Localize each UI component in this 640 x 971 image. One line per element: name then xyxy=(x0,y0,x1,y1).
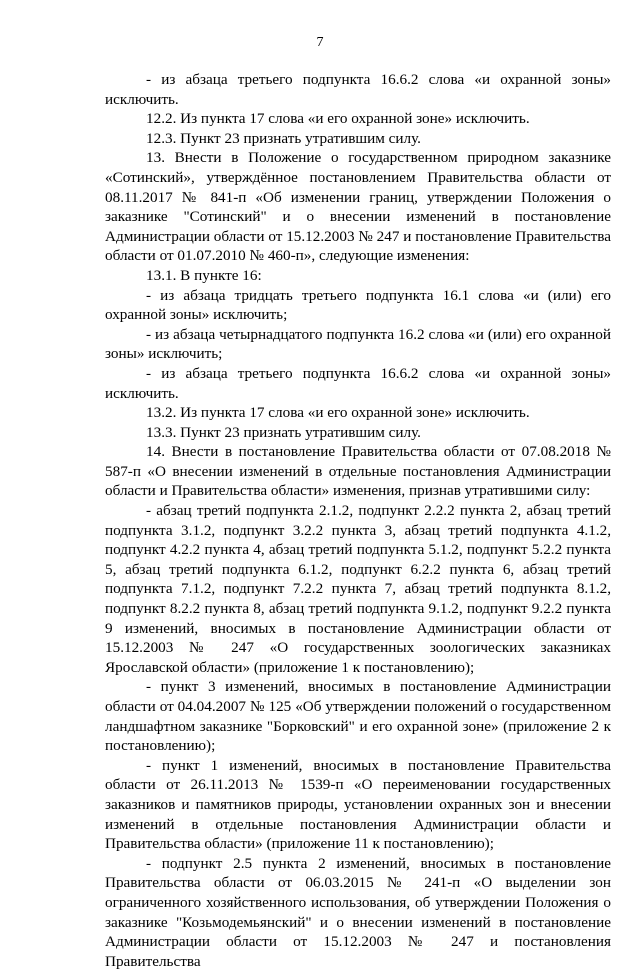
paragraph-14-d: - подпункт 2.5 пункта 2 изменений, вносимых в постановление Правительства области от 06.03.2015 № 241-п «О выделении зон ограниченного хозяйственного использования, об утверждении Положения о заказнике "Козьмодемьянский" и о внесении изменений в постановление Администрации области от 15.12.2003 № 247 и постановления Правительства xyxy=(105,854,611,970)
paragraph-13: 13. Внести в Положение о государственном природном заказнике «Сотинский», утверждённое постановлением Правительства области от 08.11.2017 № 841-п «Об изменении границ, утверждении Положения о заказнике "Сотинский" и о внесении изменений в постановление Администрации области от 15.12.2003 № 247 и постановление Правительства области от 01.07.2010 № 460-п», следующие изменения: xyxy=(105,149,611,265)
paragraph-13-1-c: - из абзаца третьего подпункта 16.6.2 слова «и охранной зоны» исключить. xyxy=(105,364,611,402)
paragraph-14-c: - пункт 1 изменений, вносимых в постановление Правительства области от 26.11.2013 № 1539-п «О переименовании государственных заказников и памятников природы, установлении охранных зон и внесении изменений в отдельные постановления Администрации области и Правительства области» (приложение 11 к постановлению); xyxy=(105,756,611,853)
paragraph-13-1-b: - из абзаца четырнадцатого подпункта 16.2 слова «и (или) его охранной зоны» исключить; xyxy=(105,325,611,363)
paragraph-13-3: 13.3. Пункт 23 признать утратившим силу. xyxy=(146,423,421,441)
page-number: 7 xyxy=(316,35,324,50)
paragraph-14-a: - абзац третий подпункта 2.1.2, подпункт 2.2.2 пункта 2, абзац третий подпункта 3.1.2, подпункт 3.2.2 пункта 3, абзац третий подпункта 4.1.2, подпункт 4.2.2 пункта 4, абзац третий подпункта 5.1.2, подпункт 5.2.2 пункта 5, абзац третий подпункта 6.1.2, подпункт 6.2.2 пункта 6, абзац третий подпункта 7.1.2, подпункт 7.2.2 пункта 7, абзац третий подпункта 8.1.2, подпункт 8.2.2 пункта 8, абзац третий подпункта 9.1.2, подпункт 9.2.2 пункта 9 изменений, вносимых в постановление Администрации области от 15.12.2003 № 247 «О государственных зоологических заказниках Ярославской области» (приложение 1 к постановлению); xyxy=(105,502,611,676)
paragraph-14: 14. Внести в постановление Правительства области от 07.08.2018 № 587-п «О внесении изменений в отдельные постановления Администрации области и Правительства области» изменения, признав утратившими силу: xyxy=(105,443,611,500)
paragraph-13-1-a: - из абзаца тридцать третьего подпункта 16.1 слова «и (или) его охранной зоны» исключить; xyxy=(105,286,611,324)
document-body xyxy=(105,70,611,971)
paragraph-12-1-cont: - из абзаца третьего подпункта 16.6.2 слова «и охранной зоны» исключить. xyxy=(105,71,611,108)
paragraph-14-b: - пункт 3 изменений, вносимых в постановление Администрации области от 04.04.2007 № 125 «Об утверждении положений о государственном ландшафтном заказнике "Борковский" и его охранной зоне» (приложение 2 к постановлению); xyxy=(105,678,611,755)
paragraph-13-1: 13.1. В пункте 16: xyxy=(146,266,262,284)
paragraph-12-2: 12.2. Из пункта 17 слова «и его охранной зоне» исключить. xyxy=(146,110,530,128)
paragraph-12-3: 12.3. Пункт 23 признать утратившим силу. xyxy=(146,129,421,147)
paragraph-13-2: 13.2. Из пункта 17 слова «и его охранной зоне» исключить. xyxy=(146,404,530,422)
